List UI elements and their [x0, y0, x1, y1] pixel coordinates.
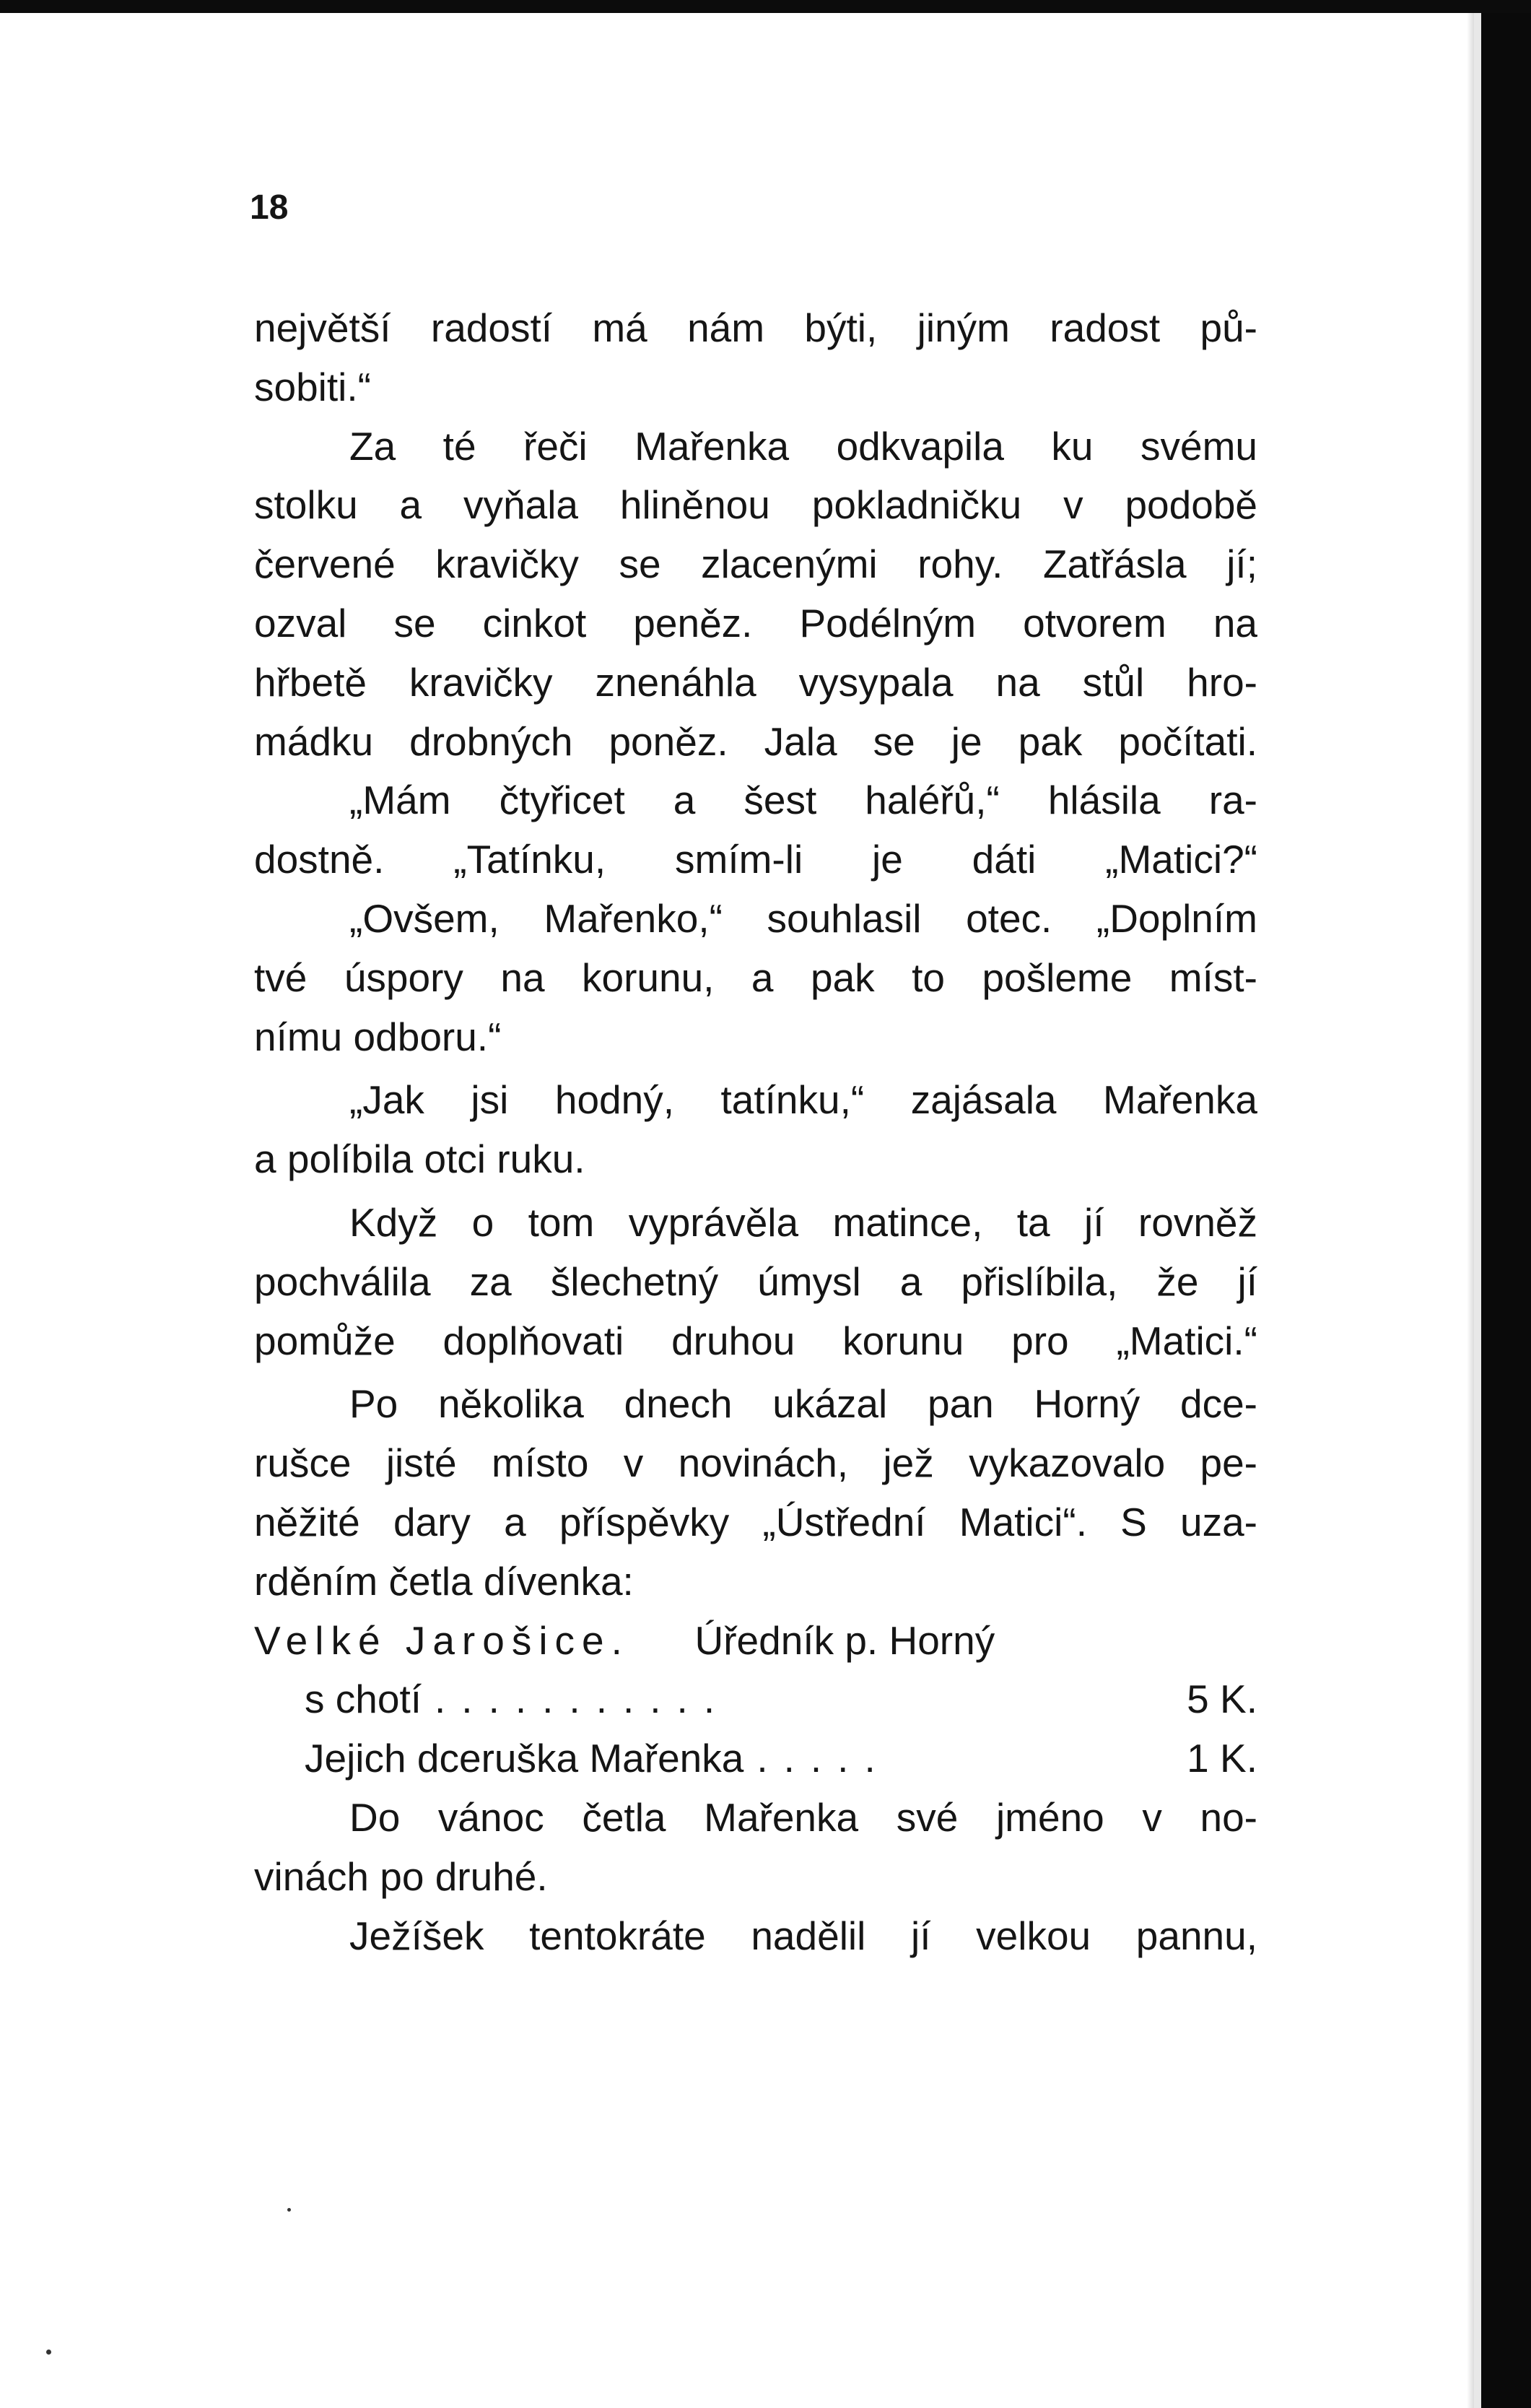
- page-number: 18: [250, 188, 289, 227]
- text-line: něžité dary a příspěvky „Ústřední Matici“. S uza-: [254, 1499, 1257, 1544]
- entry-dots: ...........: [435, 1677, 731, 1722]
- text-line: „Jak jsi hodný, tatínku,“ zajásala Mařenka: [349, 1077, 1257, 1123]
- text-line: Když o tom vyprávěla matince, ta jí rovněž: [349, 1199, 1257, 1245]
- text-line: nímu odboru.“: [254, 1014, 502, 1059]
- list-heading-line: [254, 1612, 1257, 1671]
- entry-amount: 1 K.: [1187, 1736, 1257, 1781]
- text-line: tvé úspory na korunu, a pak to pošleme míst-: [254, 955, 1257, 1000]
- text-line: a políbila otci ruku.: [254, 1136, 585, 1182]
- text-line: rušce jisté místo v novinách, jež vykazovalo pe-: [254, 1440, 1257, 1486]
- text-line: červené kravičky se zlacenými rohy. Zatřásla jí;: [254, 542, 1257, 587]
- entry-dots: .....: [756, 1736, 891, 1781]
- text-line: ozval se cinkot peněz. Podélným otvorem na: [254, 600, 1257, 646]
- text-line: Za té řeči Mařenka odkvapila ku svému: [349, 423, 1257, 469]
- entry-name: Jejich dceruška Mařenka: [305, 1736, 744, 1781]
- text-line: hřbetě kravičky znenáhla vysypala na stůl hro-: [254, 659, 1257, 705]
- scan-speck: [287, 2208, 291, 2212]
- text-line: „Mám čtyřicet a šest haléřů,“ hlásila ra-: [349, 778, 1257, 823]
- text-line: dostně. „Tatínku, smím-li je dáti „Matici?“: [254, 837, 1257, 882]
- entry-amount: 5 K.: [1187, 1677, 1257, 1722]
- list-place: Velké Jarošice.: [254, 1617, 629, 1663]
- text-line: vinách po druhé.: [254, 1853, 548, 1899]
- text-line: stolku a vyňala hliněnou pokladničku v podobě: [254, 482, 1257, 528]
- text-line: mádku drobných poněz. Jala se je pak počítati.: [254, 718, 1257, 764]
- scan-gap: [1474, 13, 1481, 2408]
- scan-speck: [46, 2350, 51, 2355]
- text-line: rděním četla dívenka:: [254, 1558, 634, 1604]
- text-line: Po několika dnech ukázal pan Horný dce-: [349, 1381, 1257, 1427]
- text-line: pomůže doplňovati druhou korunu pro „Matici.“: [254, 1318, 1257, 1363]
- list-heading: Úředník p. Horný: [694, 1617, 995, 1663]
- page-edge-shadow: [1467, 13, 1474, 2408]
- text-line: pochválila za šlechetný úmysl a přislíbila, že jí: [254, 1259, 1257, 1304]
- scan-border-right: [1481, 13, 1531, 2408]
- text-line: největší radostí má nám býti, jiným radost pů-: [254, 305, 1257, 350]
- list-entry: [254, 1729, 1257, 1788]
- text-line: Ježíšek tentokráte nadělil jí velkou pannu,: [349, 1913, 1257, 1958]
- text-line: sobiti.“: [254, 364, 371, 409]
- text-line: „Ovšem, Mařenko,“ souhlasil otec. „Doplním: [349, 895, 1257, 941]
- scan-border-top: [0, 0, 1531, 13]
- list-entry: [254, 1670, 1257, 1729]
- entry-name: s chotí: [305, 1677, 422, 1722]
- text-line: Do vánoc četla Mařenka své jméno v no-: [349, 1794, 1257, 1840]
- body-text: [254, 299, 1257, 1965]
